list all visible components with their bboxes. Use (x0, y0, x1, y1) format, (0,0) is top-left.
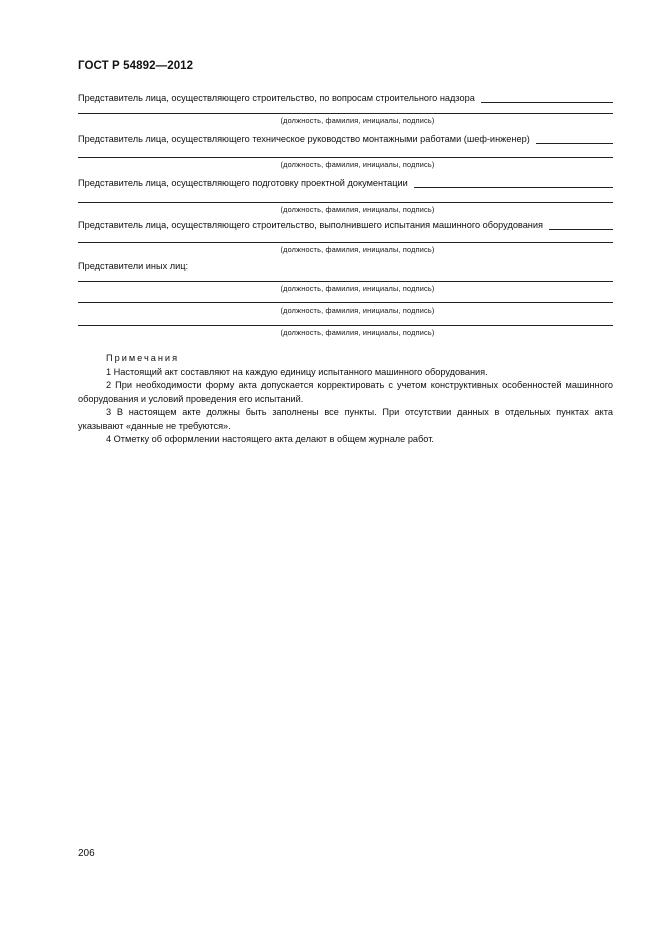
signature-caption: (должность, фамилия, инициалы, подпись) (280, 160, 435, 169)
representative-row-chief-engineer (78, 134, 613, 144)
representative-label: Представитель лица, осуществляющего строительство, выполнившего испытания машинного оборудования (78, 220, 543, 230)
representative-row-equipment-testing (78, 220, 613, 230)
note-item-2: 2 При необходимости форму акта допускается корректировать с учетом конструктивных особенностей машинного оборудования и условий проведения его испытаний. (78, 380, 613, 404)
document-header: ГОСТ Р 54892—2012 (78, 60, 194, 72)
signature-line[interactable] (78, 325, 613, 326)
signature-line[interactable] (78, 242, 613, 243)
signature-fill-line[interactable] (536, 134, 613, 144)
signature-line[interactable] (78, 202, 613, 203)
signature-caption: (должность, фамилия, инициалы, подпись) (280, 116, 435, 125)
signature-fill-line[interactable] (549, 220, 613, 230)
signature-fill-line[interactable] (414, 178, 613, 188)
representative-row-project-documentation (78, 178, 613, 188)
signature-caption: (должность, фамилия, инициалы, подпись) (280, 205, 435, 214)
other-representatives-label: Представители иных лиц: (78, 261, 189, 271)
page-number: 206 (78, 848, 95, 859)
signature-line[interactable] (78, 113, 613, 114)
note-item-3: 3 В настоящем акте должны быть заполнены все пункты. При отсутствии данных в отдельных пунктах акта указывают «данные не требуются». (78, 407, 613, 431)
signature-caption: (должность, фамилия, инициалы, подпись) (280, 284, 435, 293)
note-item-1: 1 Настоящий акт составляют на каждую единицу испытанного машинного оборудования. (106, 367, 488, 377)
notes-title: Примечания (106, 353, 180, 363)
representative-label: Представитель лица, осуществляющего строительство, по вопросам строительного надзора (78, 93, 475, 103)
signature-caption: (должность, фамилия, инициалы, подпись) (280, 245, 435, 254)
signature-fill-line[interactable] (481, 93, 613, 103)
representative-label: Представитель лица, осуществляющего техническое руководство монтажными работами (шеф-инженер) (78, 134, 530, 144)
signature-caption: (должность, фамилия, инициалы, подпись) (280, 328, 435, 337)
note-item-4: 4 Отметку об оформлении настоящего акта делают в общем журнале работ. (106, 434, 434, 444)
signature-line[interactable] (78, 302, 613, 303)
signature-line[interactable] (78, 281, 613, 282)
representative-label: Представитель лица, осуществляющего подготовку проектной документации (78, 178, 408, 188)
representative-row-construction-supervision (78, 93, 613, 103)
signature-caption: (должность, фамилия, инициалы, подпись) (280, 306, 435, 315)
signature-line[interactable] (78, 157, 613, 158)
